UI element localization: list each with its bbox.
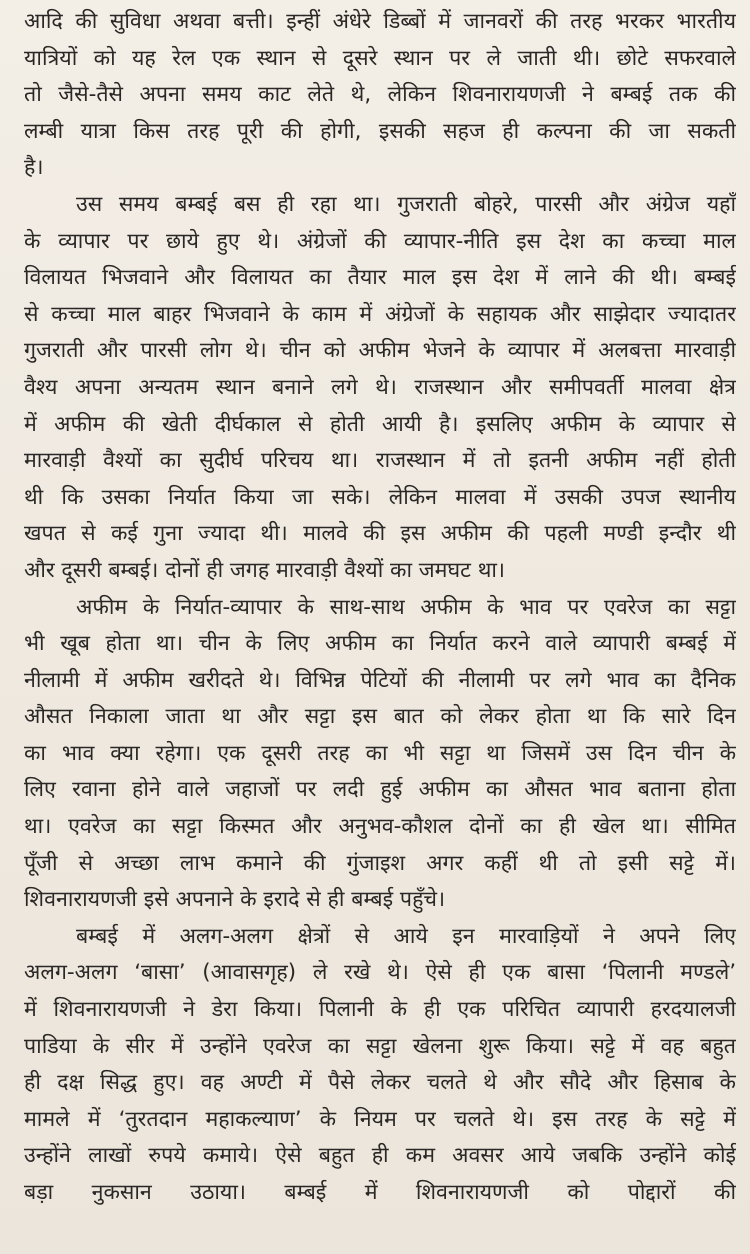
text-line: उन्होंने लाखों रुपये कमाये। ऐसे बहुत ही कम अवसर आये जबकि उन्होंने कोई bbox=[24, 1143, 736, 1169]
text-line: विलायत भिजवाने और विलायत का तैयार माल इस देश में लाने की थी। बम्बई bbox=[24, 265, 736, 291]
text-line: थी कि उसका निर्यात किया जा सके। लेकिन मालवा में उसकी उपज स्थानीय bbox=[24, 484, 736, 510]
text-line: ही दक्ष सिद्ध हुए। वह अण्टी में पैसे लेकर चलते थे और सौदे और हिसाब के bbox=[24, 1070, 736, 1096]
text-line: में अफीम की खेती दीर्घकाल से होती आयी है। इसलिए अफीम के व्यापार से bbox=[24, 411, 736, 437]
text-line: का भाव क्या रहेगा। एक दूसरी तरह का भी सट्टा था जिसमें उस दिन चीन के bbox=[24, 740, 736, 766]
text-line: खपत से कई गुना ज्यादा थी। मालवे की इस अफीम की पहली मण्डी इन्दौर थी bbox=[24, 521, 736, 547]
text-line: गुजराती और पारसी लोग थे। चीन को अफीम भेजने के व्यापार में अलबत्ता मारवाड़ी bbox=[24, 338, 736, 364]
text-line: था। एवरेज का सट्टा किस्मत और अनुभव-कौशल दोनों का ही खेल था। सीमित bbox=[24, 814, 736, 840]
text-line: अलग-अलग ‘बासा’ (आवासगृह) ले रखे थे। ऐसे ही एक बासा ‘पिलानी मण्डले’ bbox=[24, 960, 736, 986]
text-line: बम्बई में अलग-अलग क्षेत्रों से आये इन मारवाड़ियों ने अपने लिए bbox=[76, 923, 736, 949]
text-line: बड़ा नुकसान उठाया। बम्बई में शिवनारायणजी को पोद्दारों की bbox=[24, 1180, 736, 1205]
text-line: मारवाड़ी वैश्यों का सुदीर्घ परिचय था। राजस्थान में तो इतनी अफीम नहीं होती bbox=[24, 448, 736, 474]
text-line: लम्बी यात्रा किस तरह पूरी की होगी, इसकी सहज ही कल्पना की जा सकती bbox=[24, 118, 736, 144]
text-line: से कच्चा माल बाहर भिजवाने के काम में अंग्रेजों के सहायक और साझेदार ज्यादातर bbox=[24, 301, 736, 327]
text-line: नीलामी में अफीम खरीदते थे। विभिन्न पेटियों की नीलामी पर लगे भाव का दैनिक bbox=[24, 667, 736, 693]
text-line: औसत निकाला जाता था और सट्टा इस बात को लेकर होता था कि सारे दिन bbox=[24, 704, 736, 730]
text-line: शिवनारायणजी इसे अपनाने के इरादे से ही बम्बई पहुँचे। bbox=[24, 887, 446, 913]
text-line: में शिवनारायणजी ने डेरा किया। पिलानी के ही एक परिचित व्यापारी हरदयालजी bbox=[24, 997, 736, 1023]
text-line: लिए रवाना होने वाले जहाजों पर लदी हुई अफीम का औसत भाव बताना होता bbox=[24, 777, 736, 803]
text-line: के व्यापार पर छाये हुए थे। अंग्रेजों की व्यापार-नीति इस देश का कच्चा माल bbox=[24, 228, 736, 254]
text-line: यात्रियों को यह रेल एक स्थान से दूसरे स्थान पर ले जाती थी। छोटे सफरवाले bbox=[24, 45, 736, 71]
text-line: उस समय बम्बई बस ही रहा था। गुजराती बोहरे, पारसी और अंग्रेज यहाँ bbox=[76, 191, 736, 217]
text-line: पूँजी से अच्छा लाभ कमाने की गुंजाइश अगर कहीं थी तो इसी सट्टे में। bbox=[24, 850, 736, 876]
page-body-text bbox=[24, 4, 736, 1212]
text-line: आदि की सुविधा अथवा बत्ती। इन्हीं अंधेरे डिब्बों में जानवरों की तरह भरकर भारतीय bbox=[24, 9, 736, 34]
text-line: अफीम के निर्यात-व्यापार के साथ-साथ अफीम के भाव पर एवरेज का सट्टा bbox=[76, 594, 736, 620]
text-line: भी खूब होता था। चीन के लिए अफीम का निर्यात करने वाले व्यापारी बम्बई में bbox=[24, 631, 736, 657]
text-line: पाडिया के सीर में उन्होंने एवरेज का सट्टा खेलना शुरू किया। सट्टे में वह बहुत bbox=[24, 1033, 736, 1059]
text-line: और दूसरी बम्बई। दोनों ही जगह मारवाड़ी वैश्यों का जमघट था। bbox=[24, 557, 506, 583]
text-line: मामले में ‘तुरतदान महाकल्याण’ के नियम पर चलते थे। इस तरह के सट्टे में bbox=[24, 1106, 736, 1132]
text-line: तो जैसे-तैसे अपना समय काट लेते थे, लेकिन शिवनारायणजी ने बम्बई तक की bbox=[24, 82, 736, 108]
text-line: वैश्य अपना अन्यतम स्थान बनाने लगे थे। राजस्थान और समीपवर्ती मालवा क्षेत्र bbox=[24, 374, 736, 400]
text-line: है। bbox=[24, 155, 44, 181]
